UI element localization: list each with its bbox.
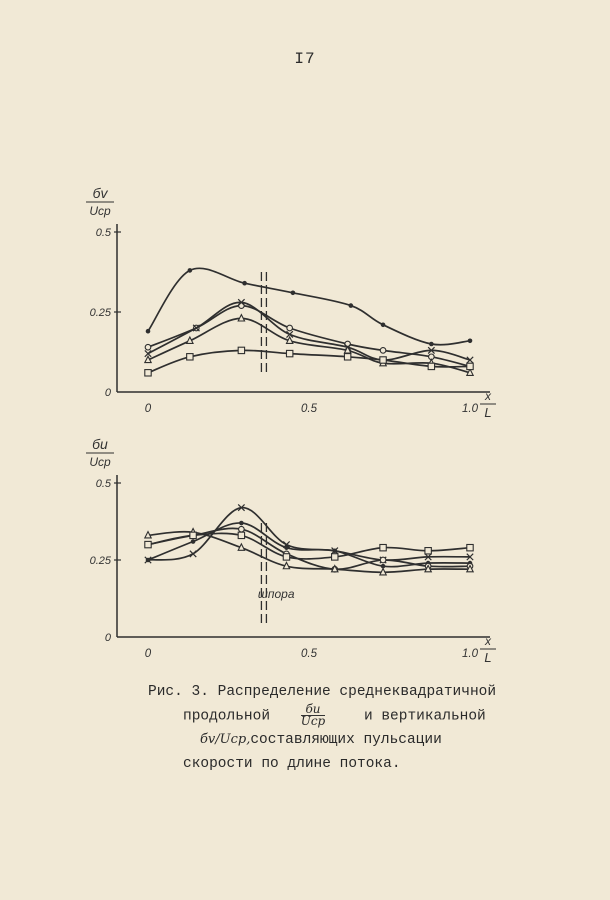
caption-line-2-end: и вертикальной	[363, 708, 486, 725]
caption-line-2-start: продольной	[183, 708, 271, 725]
caption-inline-ratio: бv/Uср,	[200, 732, 251, 747]
data-point-circle	[239, 526, 245, 532]
data-point-dot	[188, 268, 193, 273]
data-point-dot	[239, 521, 244, 526]
data-point-dot	[349, 303, 354, 308]
data-point-dot	[332, 548, 337, 553]
series-line-square	[148, 350, 470, 372]
x-axis-label-denominator: L	[484, 650, 492, 665]
data-point-square	[428, 363, 434, 369]
data-point-square	[467, 363, 473, 369]
chart-top	[86, 185, 496, 420]
caption-line-3-end: составляющих пульсации	[250, 732, 442, 748]
data-point-dot	[191, 539, 196, 544]
data-point-square	[145, 541, 151, 547]
y-axis-label-numerator: бv	[92, 185, 108, 201]
page-number: I7	[294, 50, 316, 68]
data-point-circle	[145, 344, 151, 350]
y-tick-label: 0.25	[89, 307, 111, 319]
y-tick-label: 0.5	[95, 478, 111, 490]
y-tick-label: 0	[104, 632, 111, 644]
data-point-square	[238, 347, 244, 353]
caption-line-3	[200, 728, 442, 752]
data-point-square	[286, 350, 292, 356]
data-point-circle	[380, 557, 386, 563]
data-point-dot	[429, 342, 434, 347]
x-axis-label-numerator: x	[485, 634, 491, 648]
x-tick-label: 0.5	[301, 403, 317, 415]
spur-label: шпора	[257, 587, 295, 601]
chart-bottom	[86, 436, 496, 665]
data-point-dot	[468, 339, 473, 344]
data-point-circle	[287, 325, 293, 331]
y-axis-label-denominator: Uср	[89, 204, 111, 218]
data-point-square	[332, 554, 338, 560]
x-tick-label: 1.0	[462, 648, 478, 660]
y-tick-label: 0	[104, 387, 111, 399]
y-axis-label-numerator: бu	[92, 436, 108, 452]
data-point-dot	[242, 281, 247, 286]
data-point-dot	[284, 545, 289, 550]
data-point-square	[380, 544, 386, 550]
data-point-cross	[190, 551, 196, 557]
data-point-dot	[381, 323, 386, 328]
caption-line-1: Рис. 3. Распределение среднеквадратичной	[148, 684, 497, 700]
data-point-square	[190, 532, 196, 538]
x-tick-label: 0	[144, 648, 152, 660]
caption-line-2	[183, 704, 486, 728]
y-tick-label: 0.25	[89, 555, 111, 567]
caption-fraction	[301, 704, 326, 727]
data-point-square	[425, 548, 431, 554]
data-point-dot	[146, 558, 151, 563]
data-point-square	[145, 370, 151, 376]
caption-fraction-numerator: бu	[301, 704, 326, 716]
data-point-dot	[146, 329, 151, 334]
caption-fraction-denominator: Uср	[300, 714, 326, 728]
data-point-square	[187, 354, 193, 360]
data-point-dot	[291, 291, 296, 296]
x-tick-label: 1.0	[462, 403, 478, 415]
data-point-square	[467, 544, 473, 550]
y-tick-label: 0.5	[95, 227, 111, 239]
x-tick-label: 0	[144, 403, 152, 415]
series-line-circle	[148, 306, 470, 367]
y-axis-label-denominator: Uср	[89, 455, 111, 469]
data-point-circle	[380, 348, 386, 354]
data-point-square	[238, 532, 244, 538]
figure-caption	[0, 680, 610, 790]
series-line-dot	[148, 523, 470, 567]
caption-line-4: скорости по длине потока.	[183, 756, 401, 772]
data-point-square	[380, 357, 386, 363]
data-point-square	[283, 554, 289, 560]
x-tick-label: 0.5	[301, 648, 317, 660]
x-axis-label-numerator: x	[485, 389, 491, 403]
x-axis-label-denominator: L	[484, 405, 492, 420]
data-point-square	[344, 354, 350, 360]
